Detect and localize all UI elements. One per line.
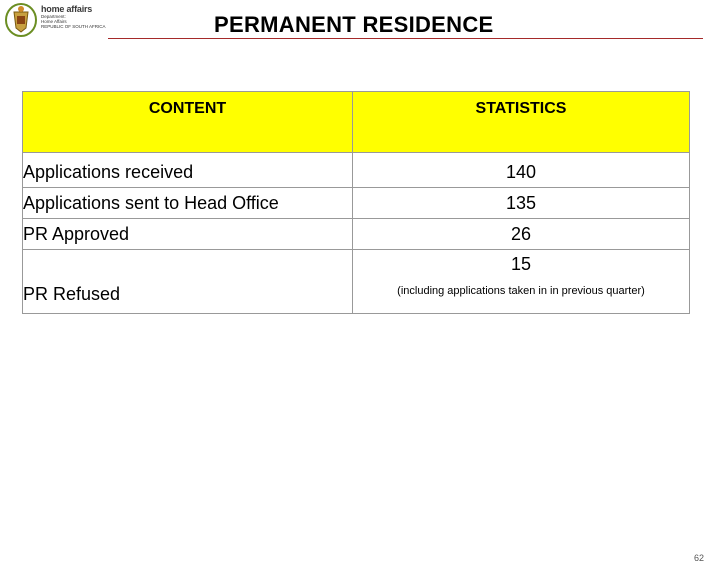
row-label: PR Refused bbox=[23, 250, 353, 314]
row-value: 15 bbox=[510, 254, 532, 274]
column-header-content: CONTENT bbox=[23, 92, 353, 153]
row-value: 135 bbox=[353, 188, 690, 219]
title-divider bbox=[108, 38, 703, 39]
row-value-cell bbox=[353, 250, 690, 314]
logo-wordmark: home affairs bbox=[41, 4, 93, 14]
table-row bbox=[23, 188, 690, 219]
table-row bbox=[23, 250, 690, 314]
home-affairs-logo bbox=[4, 2, 108, 38]
row-label: PR Approved bbox=[23, 219, 353, 250]
row-value: 140 bbox=[353, 153, 690, 188]
logo-subtitle: Department: Home Affairs REPUBLIC OF SOUTH AFRICA bbox=[41, 14, 106, 29]
column-header-statistics: STATISTICS bbox=[353, 92, 690, 153]
row-value: 26 bbox=[353, 219, 690, 250]
coat-of-arms-icon bbox=[4, 2, 38, 38]
row-label: Applications sent to Head Office bbox=[23, 188, 353, 219]
table-header-row bbox=[23, 92, 690, 153]
page-number: 62 bbox=[693, 553, 704, 563]
statistics-table bbox=[22, 91, 690, 314]
page-title: PERMANENT RESIDENCE bbox=[214, 12, 494, 37]
table-row bbox=[23, 219, 690, 250]
row-label: Applications received bbox=[23, 153, 353, 188]
table-row bbox=[23, 153, 690, 188]
row-note: (including applications taken in in previous quarter) bbox=[397, 285, 645, 297]
